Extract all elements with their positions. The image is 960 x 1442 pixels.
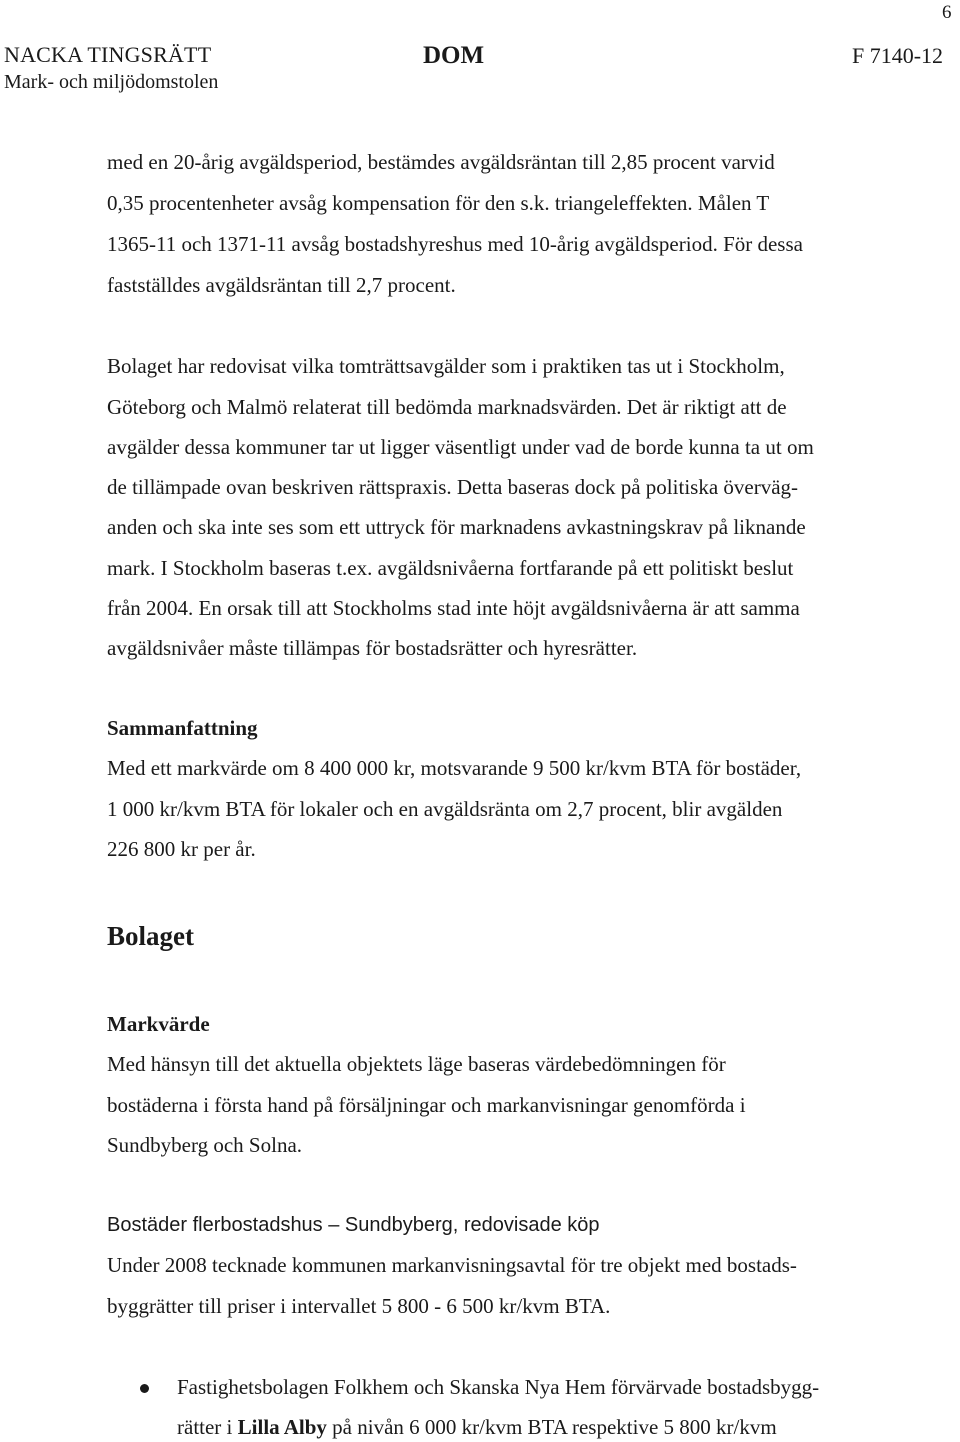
paragraph-line: mark. I Stockholm baseras t.ex. avgäldsnivåerna fortfarande på ett politiskt beslut xyxy=(107,556,794,580)
housing-line: Under 2008 tecknade kommunen markanvisningsavtal för tre objekt med bostads- xyxy=(107,1253,797,1277)
paragraph-line: avgäldsnivåer måste tillämpas för bostadsrätter och hyresrätter. xyxy=(107,636,638,660)
paragraph-line: med en 20-årig avgäldsperiod, bestämdes avgäldsräntan till 2,85 procent varvid xyxy=(107,150,775,174)
paragraph-line: Göteborg och Malmö relaterat till bedömda marknadsvärden. Det är riktigt att de xyxy=(107,395,787,419)
section-line: bostäderna i första hand på försäljningar och markanvisningar genomförda i xyxy=(107,1093,746,1117)
summary-line: 226 800 kr per år. xyxy=(107,837,256,861)
summary-heading: Sammanfattning xyxy=(107,716,258,740)
paragraph-line: 0,35 procentenheter avsåg kompensation för den s.k. triangeleffekten. Målen T xyxy=(107,191,770,215)
paragraph-line: fastställdes avgäldsräntan till 2,7 procent. xyxy=(107,273,456,297)
section-line: Med hänsyn till det aktuella objektets läge baseras värdebedömningen för xyxy=(107,1052,726,1076)
bullet-text: på nivån 6 000 kr/kvm BTA respektive 5 800 kr/kvm xyxy=(326,1415,777,1439)
place-name: Lilla Alby xyxy=(237,1415,327,1439)
housing-line: byggrätter till priser i intervallet 5 800 - 6 500 kr/kvm BTA. xyxy=(107,1294,611,1318)
court-department: Mark- och miljödomstolen xyxy=(4,71,219,93)
section-line: Sundbyberg och Solna. xyxy=(107,1133,303,1157)
case-number: F 7140-12 xyxy=(852,43,944,68)
document-type: DOM xyxy=(423,42,485,69)
court-name: NACKA TINGSRÄTT xyxy=(4,42,212,67)
bullet-line: Fastighetsbolagen Folkhem och Skanska Nya Hem förvärvade bostadsbygg- xyxy=(177,1375,820,1399)
page-number: 6 xyxy=(942,2,952,23)
paragraph-line: avgälder dessa kommuner tar ut ligger väsentligt under vad de borde kunna ta ut om xyxy=(107,435,814,459)
housing-heading: Bostäder flerbostadshus – Sundbyberg, redovisade köp xyxy=(107,1214,600,1236)
paragraph-line: anden och ska inte ses som ett uttryck för marknadens avkastningskrav på liknande xyxy=(107,515,806,539)
summary-line: 1 000 kr/kvm BTA för lokaler och en avgäldsränta om 2,7 procent, blir avgälden xyxy=(107,797,783,821)
bullet-icon xyxy=(140,1384,149,1393)
bullet-line xyxy=(177,1415,777,1439)
paragraph-line: 1365-11 och 1371-11 avsåg bostadshyreshus med 10-årig avgäldsperiod. För dessa xyxy=(107,232,803,256)
section-subheading: Markvärde xyxy=(107,1012,210,1036)
paragraph-line: från 2004. En orsak till att Stockholms stad inte höjt avgäldsnivåerna är att samma xyxy=(107,596,800,620)
bullet-text: rätter i xyxy=(177,1415,238,1439)
summary-line: Med ett markvärde om 8 400 000 kr, motsvarande 9 500 kr/kvm BTA för bostäder, xyxy=(107,756,802,780)
paragraph-line: Bolaget har redovisat vilka tomträttsavgälder som i praktiken tas ut i Stockholm, xyxy=(107,354,785,378)
paragraph-line: de tillämpade ovan beskriven rättspraxis. Detta baseras dock på politiska överväg- xyxy=(107,475,799,499)
section-heading: Bolaget xyxy=(107,921,194,951)
